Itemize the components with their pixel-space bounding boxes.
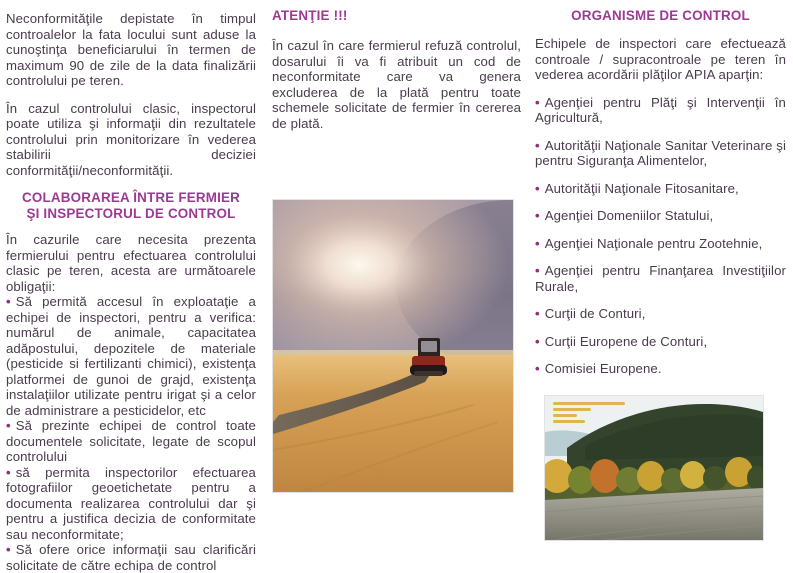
bullet-icon: •	[535, 361, 540, 376]
tractor-field-illustration	[273, 200, 513, 492]
list-item-text: Agenţiei Domeniilor Statului,	[544, 208, 714, 223]
column-right	[535, 6, 786, 377]
bullet-icon: •	[535, 137, 540, 153]
bullet-icon: •	[6, 542, 11, 557]
list-item	[535, 361, 786, 377]
bullet-icon: •	[6, 294, 11, 309]
list-item	[535, 334, 786, 350]
paragraph-refuz-control: În cazul în care fermierul refuză controlul, dosarului îi va fi atribuit un cod de neconformitate care va genera excluderea de la plată pentru toate schemele solicitate de fermier în cererea de plată.	[272, 38, 521, 131]
list-item	[535, 208, 786, 224]
bullet-icon: •	[535, 263, 540, 278]
section-heading-colaborarea: COLABORAREA ÎNTRE FERMIER ŞI INSPECTORUL DE CONTROL	[21, 190, 240, 221]
bullet-icon: •	[535, 180, 540, 196]
list-item	[535, 236, 786, 252]
section-heading-organisme: ORGANISME DE CONTROL	[571, 8, 750, 23]
list-item-text: Comisiei Europene.	[544, 361, 662, 376]
list-item	[535, 181, 786, 197]
list-item-text: Agenţiei pentru Plăţi şi Intervenţii în Agricultură,	[535, 94, 786, 125]
list-item-text: Agenţiei pentru Finanţarea Investiţiilor Rurale,	[535, 263, 786, 294]
list-item	[6, 418, 256, 465]
list-item-text: Curţii Europene de Conturi,	[544, 333, 708, 349]
autumn-forest-photo	[545, 396, 763, 540]
list-item-text: Să ofere orice informaţii sau clarificări solicitate de către echipa de control	[6, 542, 256, 573]
autumn-forest-illustration	[545, 396, 763, 540]
list-item	[6, 542, 256, 573]
list-item-text: Să permită accesul în exploataţie a echipei de inspectori, pentru a verifica: numărul de animale, capacitatea adăpostului, depozitele de materiale (pesticide si fertilizanti chimici), existenţa platformei de gunoi de grajd, existenţa instalaţiilor utilizate pentru irigat şi a celor de administrare a pesticidelor, etc	[6, 294, 256, 418]
list-item-text: Agenţiei Naţionale pentru Zootehnie,	[544, 235, 763, 251]
bullet-icon: •	[6, 418, 11, 433]
photo-wheat-field	[273, 355, 513, 492]
bullet-icon: •	[6, 464, 11, 480]
tractor-field-photo	[273, 200, 513, 492]
paragraph-control-clasic: În cazul controlului clasic, inspectorul poate utiliza şi informaţii din rezultatele controlului prin monitorizare în vederea stabilirii deciziei conformităţii/neconformităţii.	[6, 100, 256, 178]
list-item	[6, 294, 256, 418]
list-item-text: Curţii de Conturi,	[544, 306, 646, 321]
section-heading-atentie: ATENŢIE !!!	[272, 8, 348, 23]
paragraph-obligatii-intro: În cazurile care necesita prezenta fermierului pentru efectuarea controlului clasic pe teren, acesta are următoarele obligaţii:	[6, 232, 256, 294]
bullet-icon: •	[535, 208, 540, 223]
list-item	[535, 95, 786, 126]
bullet-icon: •	[535, 333, 540, 349]
photo-sun-glow	[273, 200, 513, 362]
list-item	[535, 263, 786, 294]
bullet-icon: •	[535, 94, 540, 110]
column-middle	[272, 6, 521, 131]
column-left	[6, 11, 256, 573]
bullet-icon: •	[535, 235, 540, 251]
bullet-icon: •	[535, 306, 540, 321]
paragraph-echipele: Echipele de inspectori care efectuează controale / supracontroale pe teren în vederea acordării plăţilor APIA aparţin:	[535, 36, 786, 82]
list-item	[535, 306, 786, 322]
list-item-text: Autorităţii Naţionale Fitosanitare,	[544, 180, 739, 196]
list-item	[6, 465, 256, 543]
list-item-text: Să prezinte echipei de control toate documentele solicitate, legate de scopul controlului	[6, 418, 256, 464]
list-item-text: să permita inspectorilor efectuarea fotografiilor geoetichetate pentru a documenta realizarea controlului dar şi pentru a justifica decizia de conformitate sau neconformitate;	[6, 464, 256, 542]
list-item	[535, 138, 786, 169]
list-item-text: Autorităţii Naţionale Sanitar Veterinare şi pentru Siguranţa Alimentelor,	[535, 137, 786, 168]
paragraph-neconformitati: Neconformităţile depistate în timpul controalelor la fata locului sunt aduse la cunoştinţa beneficiarului în termen de maximum 90 de zile de la data finalizării controlului pe teren.	[6, 11, 256, 88]
